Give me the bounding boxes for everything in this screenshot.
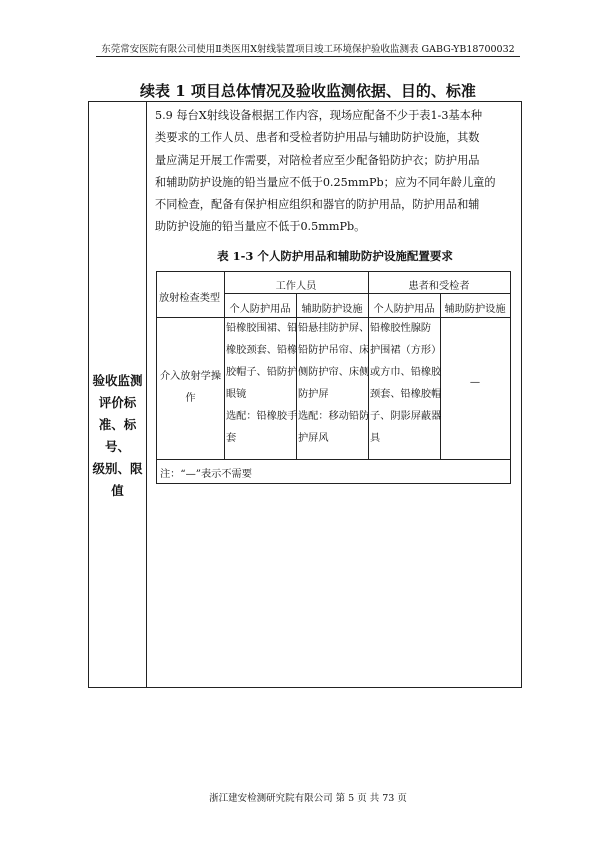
- cell-line: 作: [185, 393, 196, 404]
- page-footer: 浙江建安检测研究院有限公司 第 5 页 共 73 页: [209, 793, 407, 804]
- left-label-line: 评价标: [98, 395, 137, 410]
- cell-line: 选配：移动铅防: [298, 411, 370, 422]
- left-label-line: 级别、限: [92, 461, 143, 476]
- cell-patient-aux: —: [469, 377, 481, 388]
- paragraph-line: 不同检查，配备有保护相应组织和器官的防护用品，防护用品和辅: [155, 198, 480, 212]
- cell-worker-aux: [298, 318, 369, 450]
- cell-line: 铅橡胶围裙、铅: [226, 323, 298, 334]
- header-worker-personal: 个人防护用品: [229, 304, 291, 315]
- left-column-label: [89, 370, 146, 502]
- cell-line: 或方巾、铅橡胶: [370, 367, 442, 378]
- protection-table: [156, 271, 511, 484]
- header-patient-aux: 辅助防护设施: [444, 304, 506, 315]
- header-workers: 工作人员: [275, 281, 317, 292]
- paragraph-line: 量应满足开展工作需要，对陪检者应至少配备铅防护衣；防护用品: [155, 153, 480, 167]
- cell-line: 眼镜: [226, 389, 247, 400]
- cell-line: 护屏风: [298, 433, 329, 444]
- paragraph-line: 类要求的工作人员、患者和受检者防护用品与辅助防护设施，其数: [155, 131, 480, 145]
- paragraph-line: 和辅助防护设施的铅当量应不低于0.25mmPb；应为不同年龄儿童的: [155, 175, 496, 189]
- cell-line: 护围裙（方形）: [370, 345, 442, 356]
- table-note: 注：“—”表示不需要: [160, 469, 252, 480]
- cell-line: 子、阴影屏蔽器: [370, 411, 442, 422]
- paragraph-line: 助防护设施的铅当量应不低于0.5mmPb。: [155, 220, 366, 234]
- left-label-line: 值: [111, 483, 124, 498]
- table-rule: [157, 459, 510, 460]
- header-exam-type: 放射检查类型: [159, 293, 221, 304]
- cell-worker-personal: [226, 318, 297, 450]
- cell-line: 具: [370, 433, 381, 444]
- main-table: [88, 101, 522, 688]
- table-caption: 表 1-3 个人防护用品和辅助防护设施配置要求: [217, 249, 453, 263]
- cell-line: 侧防护帘、床侧: [298, 367, 370, 378]
- cell-line: 铅防护吊帘、床: [298, 345, 370, 356]
- cell-line: 胶帽子、铅防护: [226, 367, 298, 378]
- header-patients: 患者和受检者: [408, 281, 470, 292]
- requirement-paragraph: [155, 105, 515, 239]
- cell-line: 套: [226, 433, 237, 444]
- left-label-line: 准、标号、: [98, 417, 137, 454]
- cell-exam-type: [157, 366, 224, 410]
- column-divider: [146, 102, 147, 687]
- cell-line: 铅悬挂防护屏、: [298, 323, 370, 334]
- table-rule: [224, 293, 510, 294]
- cell-line: 选配：铅橡胶手: [226, 411, 298, 422]
- header-rule: [96, 56, 520, 57]
- header-worker-aux: 辅助防护设施: [301, 304, 363, 315]
- cell-line: 介入放射学操: [159, 371, 222, 382]
- page-title: 续表 1 项目总体情况及验收监测依据、目的、标准: [140, 82, 476, 100]
- cell-patient-personal: [370, 318, 441, 450]
- header-patient-personal: 个人防护用品: [373, 304, 435, 315]
- cell-line: 橡胶颈套、铅橡: [226, 345, 298, 356]
- paragraph-line: 5.9 每台X射线设备根据工作内容，现场应配备不少于表1-3基本种: [155, 109, 483, 122]
- cell-line: 颈套、铅橡胶帽: [370, 389, 442, 400]
- cell-line: 铅橡胶性腺防: [370, 323, 432, 334]
- page-header: 东莞常安医院有限公司使用Ⅱ类医用Ⅹ射线装置项目竣工环境保护验收监测表 GABG-YB18700032: [101, 44, 515, 55]
- cell-line: 防护屏: [298, 389, 329, 400]
- left-label-line: 验收监测: [92, 373, 143, 388]
